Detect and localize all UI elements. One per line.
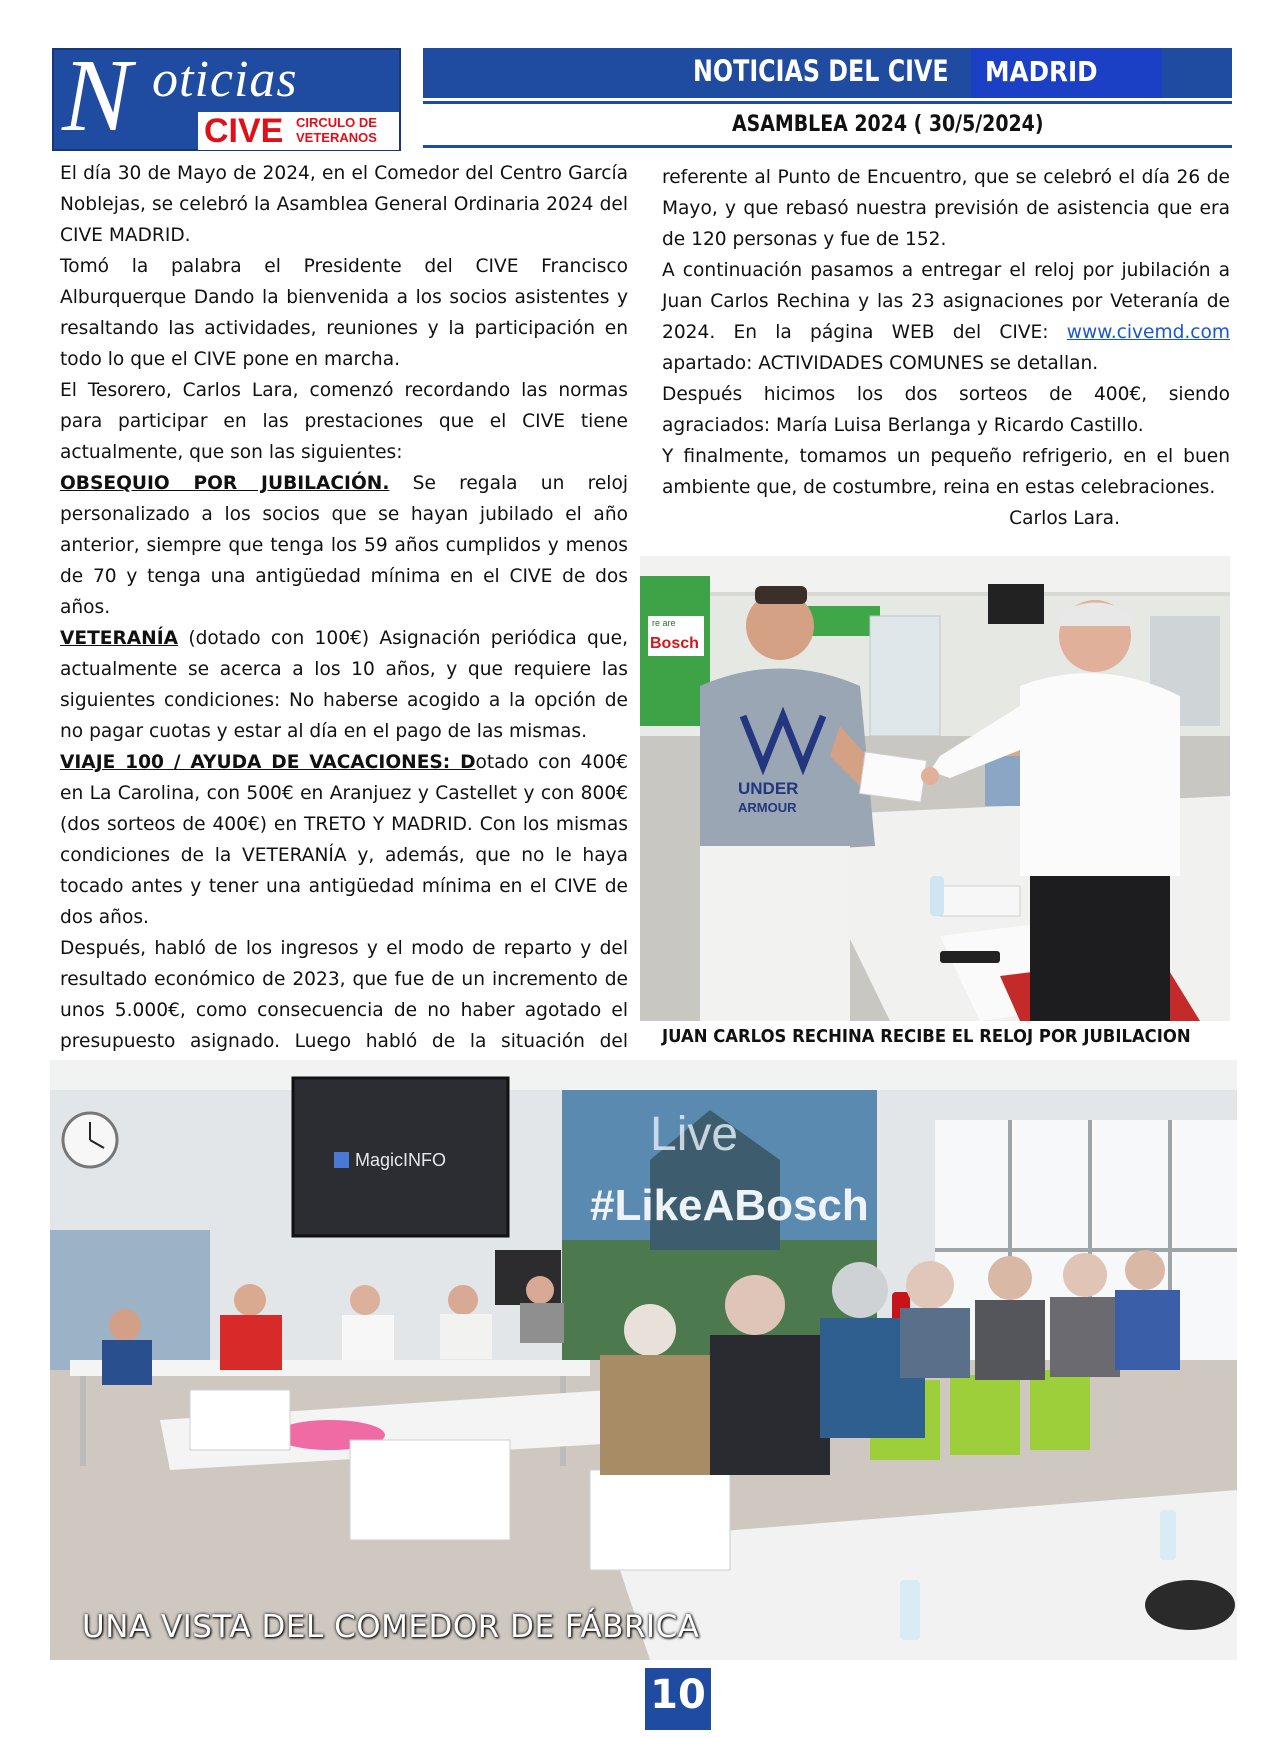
photo-watch-caption: JUAN CARLOS RECHINA RECIBE EL RELOJ POR JUBILACION	[662, 1027, 1191, 1047]
logo-cive: CIVE	[204, 112, 284, 150]
logo-subtitle	[296, 115, 377, 145]
wall-sign: Bosch	[650, 635, 699, 652]
logo-sub-line1: CIRCULO DE	[296, 115, 377, 130]
logo-word: oticias	[152, 51, 298, 108]
header-underline	[423, 145, 1232, 148]
paragraph: El día 30 de Mayo de 2024, en el Comedor del Centro García Noblejas, se celebró la Asamblea General Ordinaria 2024 del CIVE MADRID.	[60, 163, 628, 246]
paragraph: Tomó la palabra el Presidente del CIVE Francisco Alburquerque Dando la bienvenida a los socios asistentes y resaltando las actividades, reuniones y la participación en todo lo que el CIVE pone en marcha.	[60, 256, 628, 370]
link-paragraph	[662, 255, 1230, 379]
banner-line1: Live	[650, 1108, 739, 1161]
veterania-heading: VETERANÍA	[60, 628, 179, 649]
veterania-text: (dotado con 100€) Asignación periódica que, actualmente se acerca a los 10 años, y que requiere las siguientes condiciones: No haberse acogido a la opción de no pagar cuotas y estar al día en el pago de las mismas.	[60, 628, 628, 742]
website-link[interactable]: www.civemd.com	[1066, 322, 1230, 343]
photo-watch-scene	[640, 556, 1230, 1021]
photo-watch-presentation	[640, 556, 1230, 1021]
paragraph: Y finalmente, tomamos un pequeño refrigerio, en el buen ambiente que, de costumbre, reina en estas celebraciones.	[662, 446, 1230, 498]
viaje-heading: VIAJE 100 / AYUDA DE VACACIONES: D	[60, 752, 476, 773]
page-number: 10	[650, 1672, 706, 1718]
wall-sign-prefix: re are	[652, 618, 676, 628]
viaje-text: otado con 400€ en La Carolina, con 500€ en Aranjuez y Castellet y con 800€ (dos sorteos de 400€) en TRETO Y MADRID. Con los mismas condiciones de la VETERANÍA y, además, que no le haya tocado antes y tener una antigüedad mínima en el CIVE de dos años.	[60, 752, 629, 928]
shirt-logo-line2: ARMOUR	[738, 800, 797, 815]
banner-line2: #LikeABosch	[590, 1181, 869, 1230]
article-left-column	[60, 158, 628, 1119]
photo-dining-hall	[50, 1060, 1237, 1660]
text-before-link: A continuación pasamos a entregar el reloj por jubilación a Juan Carlos Rechina y las 23 asignaciones por Veteranía de 2024. En la página WEB del CIVE:	[662, 260, 1230, 343]
logo-big-letter: N	[62, 38, 132, 153]
obsequio-paragraph	[60, 468, 628, 623]
veterania-paragraph	[60, 623, 628, 747]
paragraph: referente al Punto de Encuentro, que se celebró el día 26 de Mayo, y que rebasó nuestra previsión de asistencia que era de 120 personas y fue de 152.	[662, 167, 1230, 250]
screen-text: MagicINFO	[355, 1150, 447, 1170]
header-region: MADRID	[985, 55, 1098, 88]
header-title: NOTICIAS DEL CIVE	[693, 54, 949, 88]
article-subtitle: ASAMBLEA 2024 ( 30/5/2024)	[732, 112, 1044, 137]
paragraph: El Tesorero, Carlos Lara, comenzó recordando las normas para participar en las prestaciones que el CIVE tiene actualmente, que son las siguientes:	[60, 380, 628, 463]
viaje-paragraph	[60, 747, 628, 933]
photo-dining-caption: UNA VISTA DEL COMEDOR DE FÁBRICA	[82, 1609, 700, 1645]
text-after-link: apartado: ACTIVIDADES COMUNES se detallan.	[662, 353, 1099, 374]
photo-dining-scene	[50, 1060, 1237, 1660]
shirt-logo-line1: UNDER	[738, 779, 799, 798]
newsletter-logo	[52, 38, 401, 153]
logo-sub-line2: VETERANOS	[296, 130, 377, 145]
article-right-column	[662, 162, 1230, 534]
paragraph: Después hicimos los dos sorteos de 400€, siendo agraciados: María Luisa Berlanga y Ricardo Castillo.	[662, 384, 1230, 436]
paragraph: Después, habló de los ingresos y el modo de reparto y del resultado económico de 2023, que fue de un incremento de unos 5.000€, como consecuencia de no haber agotado el presupuesto asignado. Luego habló de la situación del	[60, 938, 628, 1052]
obsequio-text: Se regala un reloj personalizado a los socios que se hayan jubilado el año anterior, siempre que tenga los 59 años cumplidos y menos de 70 y tenga una antigüedad mínima en el CIVE de dos años.	[60, 473, 628, 618]
header-divider	[423, 101, 1232, 104]
signature: Carlos Lara.	[1009, 508, 1120, 529]
obsequio-heading: OBSEQUIO POR JUBILACIÓN.	[60, 473, 390, 494]
